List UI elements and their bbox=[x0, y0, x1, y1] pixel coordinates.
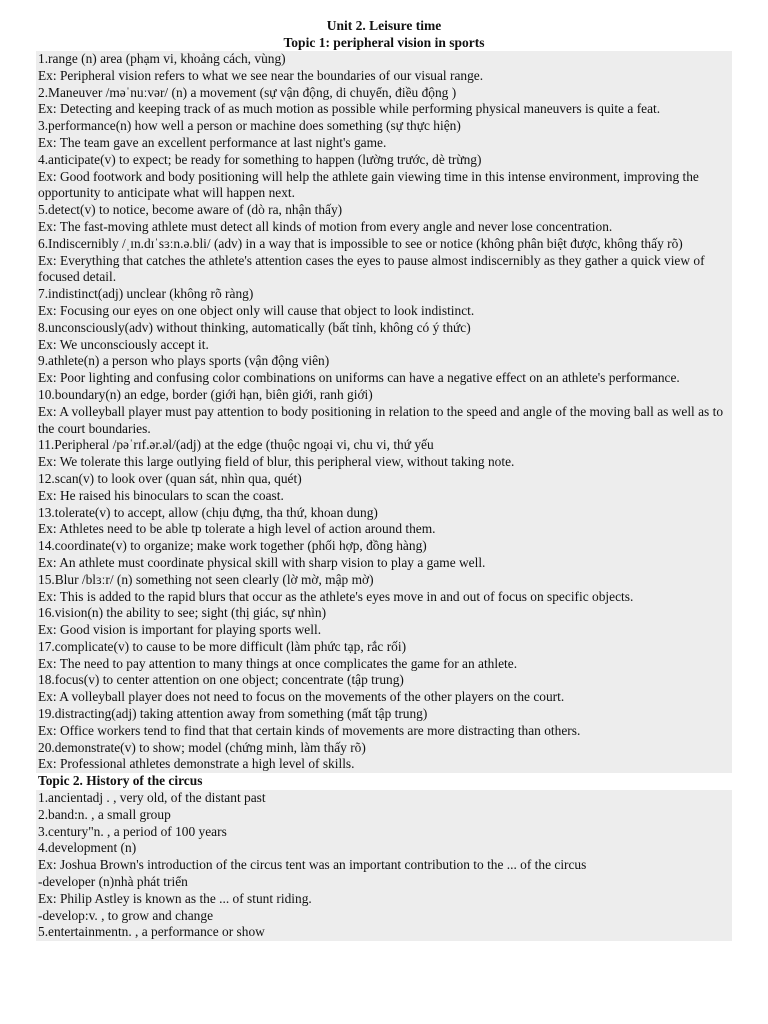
topic1-entry-line: 8.unconsciously(adv) without thinking, automatically (bất tỉnh, không có ý thức) bbox=[38, 319, 471, 335]
topic1-entry-line: 1.range (n) area (phạm vi, khoảng cách, vùng) bbox=[38, 51, 286, 66]
topic1-entry-line: 20.demonstrate(v) to show; model (chứng minh, làm thấy rõ) bbox=[38, 739, 366, 755]
topic1-example-line: Ex: Good vision is important for playing sports well. bbox=[38, 622, 322, 638]
topic1-example-line: Ex: This is added to the rapid blurs that occur as the athlete's eyes move in and out of focus on specific objects. bbox=[38, 588, 634, 604]
topic2-entry-line: 5.entertainmentn. , a performance or show bbox=[38, 924, 265, 940]
topic1-example-line: Ex: Peripheral vision refers to what we see near the boundaries of our visual range. bbox=[38, 67, 484, 83]
topic1-entry-line: 9.athlete(n) a person who plays sports (vận động viên) bbox=[38, 353, 330, 369]
topic1-example-line: Ex: Everything that catches the athlete's attention cases the eyes to pause almost indiscernibly as they gather a quick view of focused detail. bbox=[38, 252, 705, 285]
topic1-example-line: Ex: Poor lighting and confusing color combinations on uniforms can have a negative effect on an athlete's performance. bbox=[38, 370, 680, 386]
topic1-entry-line: 17.complicate(v) to cause to be more difficult (làm phức tạp, rắc rối) bbox=[38, 638, 407, 654]
topic1-vocabulary-list bbox=[36, 51, 732, 773]
topic2-entry-line: 4.development (n) bbox=[38, 840, 137, 856]
topic1-entry-line: 16.vision(n) the ability to see; sight (thị giác, sự nhìn) bbox=[38, 605, 327, 621]
topic1-entry-line: 10.boundary(n) an edge, border (giới hạn, biên giới, ranh giới) bbox=[38, 386, 373, 402]
topic1-entry-line: 6.Indiscernibly /ˌɪn.dɪˈsɜːn.ə.bli/ (adv) in a way that is impossible to see or notice (không phân biệt được, không thấy rõ) bbox=[38, 235, 683, 251]
topic2-vocabulary-list bbox=[36, 790, 732, 941]
topic2-entry-line: 1.ancientadj . , very old, of the distant past bbox=[38, 790, 266, 806]
topic1-entry-line: 18.focus(v) to center attention on one object; concentrate (tập trung) bbox=[38, 672, 404, 688]
topic1-example-line: Ex: Office workers tend to find that that certain kinds of movements are more distracting than others. bbox=[38, 722, 581, 738]
topic1-example-line: Ex: The need to pay attention to many things at once complicates the game for an athlete. bbox=[38, 655, 518, 671]
topic1-entry-line: 14.coordinate(v) to organize; make work together (phối hợp, đồng hàng) bbox=[38, 538, 427, 554]
topic1-entry-line: 15.Blur /blɜːr/ (n) something not seen clearly (lờ mờ, mập mờ) bbox=[38, 571, 374, 587]
topic1-entry-line: 12.scan(v) to look over (quan sát, nhìn qua, quét) bbox=[38, 470, 302, 486]
topic1-example-line: Ex: The team gave an excellent performance at last night's game. bbox=[38, 134, 387, 150]
unit-title: Unit 2. Leisure time bbox=[326, 18, 442, 33]
topic2-entry-line: -developer (n)nhà phát triển bbox=[38, 874, 188, 890]
topic1-title: Topic 1: peripheral vision in sports bbox=[283, 35, 485, 50]
topic1-example-line: Ex: A volleyball player does not need to focus on the movements of the other players on the court. bbox=[38, 689, 565, 705]
topic1-entry-line: 19.distracting(adj) taking attention away from something (mất tập trung) bbox=[38, 706, 428, 722]
topic1-example-line: Ex: We tolerate this large outlying field of blur, this peripheral view, without taking note. bbox=[38, 454, 515, 470]
topic2-entry-line: -develop:v. , to grow and change bbox=[38, 907, 214, 923]
topic1-example-line: Ex: He raised his binoculars to scan the coast. bbox=[38, 487, 284, 503]
topic1-entry-line: 2.Maneuver /məˈnuːvər/ (n) a movement (sự vận động, di chuyển, điều động ) bbox=[38, 84, 457, 100]
topic1-example-line: Ex: A volleyball player must pay attention to body positioning in relation to the speed and angle of the moving ball as well as to the court boundaries. bbox=[38, 403, 724, 436]
topic1-example-line: Ex: Focusing our eyes on one object only will cause that object to look indistinct. bbox=[38, 302, 475, 318]
topic1-example-line: Ex: Athletes need to be able tp tolerate a high level of action around them. bbox=[38, 521, 436, 537]
topic1-entry-line: 5.detect(v) to notice, become aware of (dò ra, nhận thấy) bbox=[38, 202, 343, 218]
topic1-entry-line: 11.Peripheral /pəˈrɪf.ər.əl/(adj) at the edge (thuộc ngoại vi, chu vi, thứ yếu bbox=[38, 437, 434, 453]
topic2-title: Topic 2. History of the circus bbox=[36, 773, 732, 790]
topic1-example-line: Ex: An athlete must coordinate physical skill with sharp vision to play a game well. bbox=[38, 554, 486, 570]
topic1-example-line: Ex: Professional athletes demonstrate a high level of skills. bbox=[38, 756, 355, 772]
topic2-entry-line: 3.century"n. , a period of 100 years bbox=[38, 823, 227, 839]
topic1-entry-line: 3.performance(n) how well a person or machine does something (sự thực hiện) bbox=[38, 118, 461, 134]
topic1-example-line: Ex: Good footwork and body positioning will help the athlete gain viewing time in this intense environment, improving the opportunity to anticipate what will happen next. bbox=[38, 168, 699, 201]
topic1-entry-line: 13.tolerate(v) to accept, allow (chịu đựng, tha thứ, khoan dung) bbox=[38, 504, 378, 520]
topic1-entry-line: 4.anticipate(v) to expect; be ready for something to happen (lường trước, dè trừng) bbox=[38, 151, 482, 167]
topic1-example-line: Ex: The fast-moving athlete must detect all kinds of motion from every angle and never lose concentration. bbox=[38, 218, 613, 234]
topic1-example-line: Ex: Detecting and keeping track of as much motion as possible while performing physical maneuvers is quite a feat. bbox=[38, 101, 661, 117]
topic2-example-line: Ex: Philip Astley is known as the ... of stunt riding. bbox=[38, 890, 312, 906]
topic2-entry-line: 2.band:n. , a small group bbox=[38, 806, 171, 822]
topic2-example-line: Ex: Joshua Brown's introduction of the circus tent was an important contribution to the ... of the circus bbox=[38, 857, 587, 873]
topic1-entry-line: 7.indistinct(adj) unclear (không rõ ràng) bbox=[38, 286, 254, 302]
topic1-example-line: Ex: We unconsciously accept it. bbox=[38, 336, 209, 352]
